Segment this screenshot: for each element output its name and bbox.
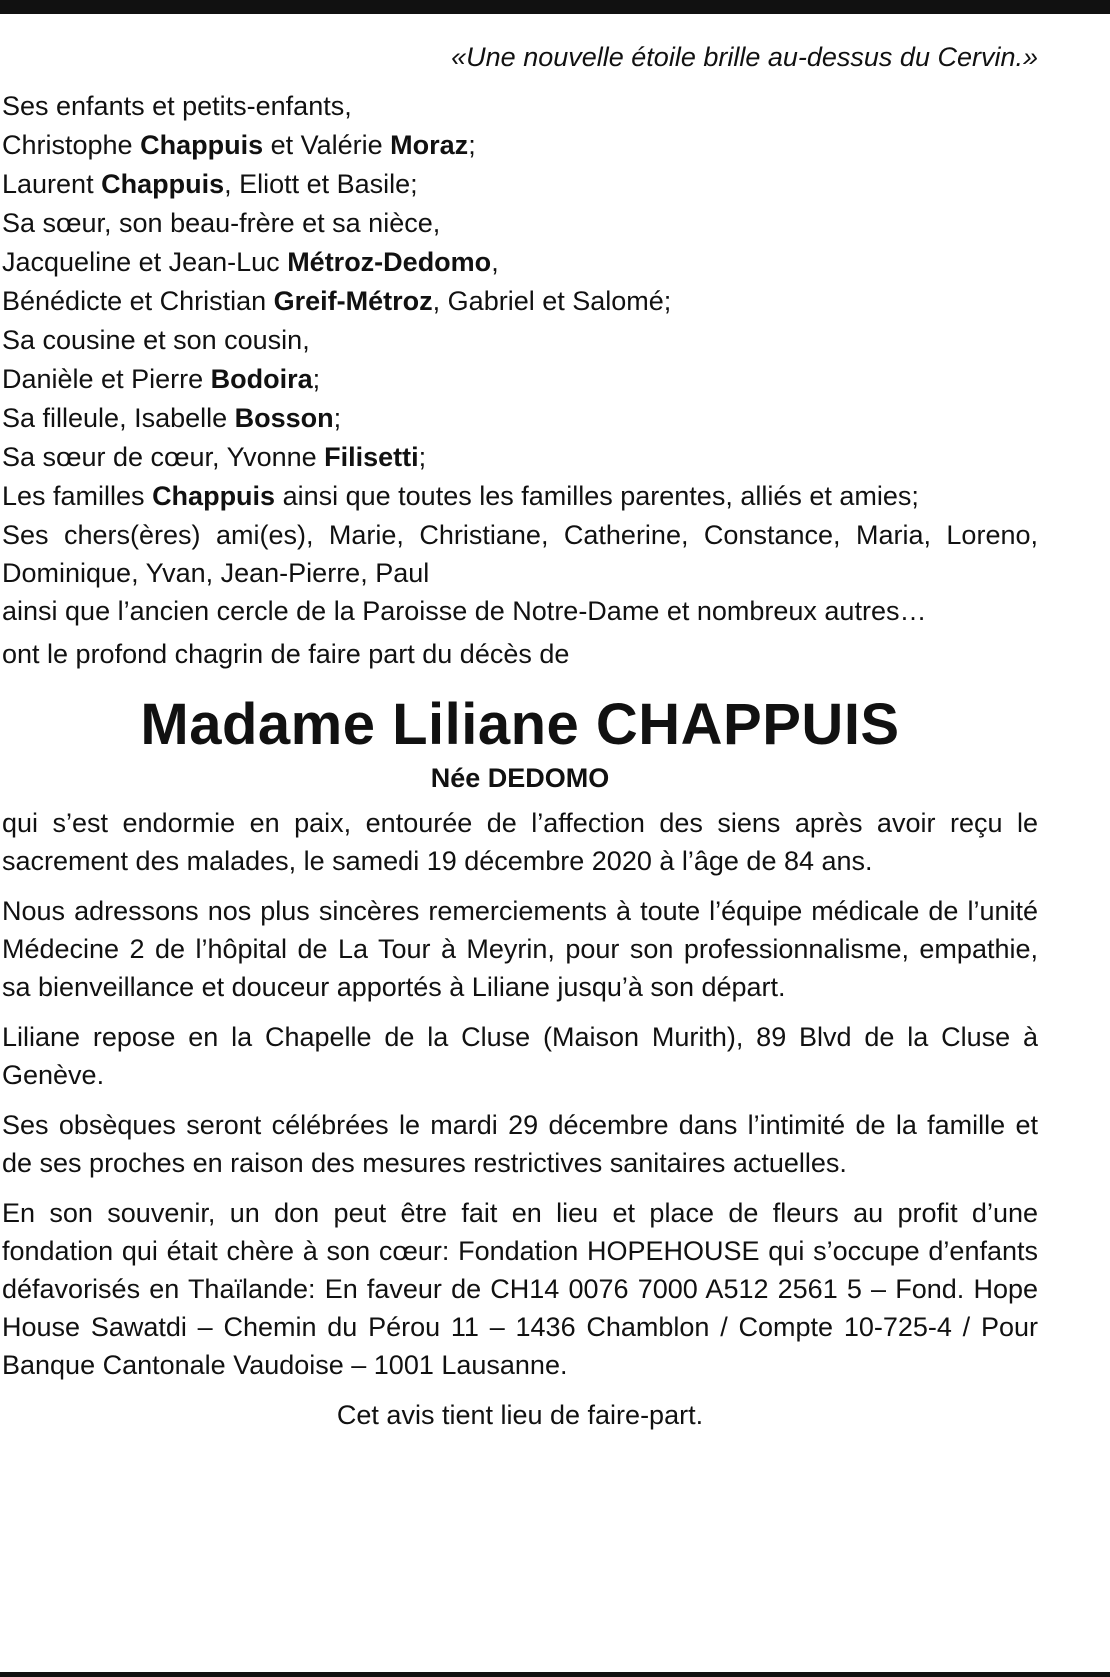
family-line: Sa cousine et son cousin, xyxy=(2,325,310,355)
family-line: Bénédicte et Christian Greif-Métroz, Gabriel et Salomé; xyxy=(2,286,672,316)
family-line: Jacqueline et Jean-Luc Métroz-Dedomo, xyxy=(2,247,499,277)
deceased-name: Madame Liliane CHAPPUIS xyxy=(140,692,900,757)
friends-line: Ses chers(ères) ami(es), Marie, Christiane, Catherine, Constance, Maria, Loreno, Dominique, Yvan, Jean-Pierre, Paul xyxy=(2,520,1038,588)
family-line: Sa sœur, son beau-frère et sa nièce, xyxy=(2,208,441,238)
closing-note: Cet avis tient lieu de faire-part. xyxy=(336,1400,704,1430)
family-surname: Greif-Métroz xyxy=(273,286,433,316)
paragraph-repose: Liliane repose en la Chapelle de la Cluse (Maison Murith), 89 Blvd de la Cluse à Genève. xyxy=(2,1022,1038,1090)
family-line: Sa filleule, Isabelle Bosson; xyxy=(2,403,342,433)
epigraph-quote: «Une nouvelle étoile brille au-dessus du Cervin.» xyxy=(451,42,1038,72)
family-surname: Chappuis xyxy=(101,169,225,199)
top-rule xyxy=(0,0,1110,14)
family-line: Les familles Chappuis ainsi que toutes les familles parentes, alliés et amies; xyxy=(2,481,919,511)
family-surname: Bosson xyxy=(234,403,334,433)
family-surname: Bodoira xyxy=(210,364,313,394)
family-surname: Chappuis xyxy=(140,130,264,160)
announcement-intro: ont le profond chagrin de faire part du décès de xyxy=(2,639,570,669)
family-line: Sa sœur de cœur, Yvonne Filisetti; xyxy=(2,442,427,472)
family-line: Laurent Chappuis, Eliott et Basile; xyxy=(2,169,418,199)
family-list xyxy=(2,87,1038,516)
paragraph-thanks: Nous adressons nos plus sincères remerciements à toute l’équipe médicale de l’unité Médecine 2 de l’hôpital de La Tour à Meyrin, pour son professionnalisme, empathie, sa bienveillance et douceur apportés à Liliane jusqu’à son départ. xyxy=(2,896,1038,1002)
friends-extra-line: ainsi que l’ancien cercle de la Paroisse de Notre-Dame et nombreux autres… xyxy=(2,596,927,626)
family-line: Danièle et Pierre Bodoira; xyxy=(2,364,321,394)
paragraph-funeral: Ses obsèques seront célébrées le mardi 29 décembre dans l’intimité de la famille et de ses proches en raison des mesures restrictives sanitaires actuelles. xyxy=(2,1110,1038,1178)
paragraph-passing: qui s’est endormie en paix, entourée de l’affection des siens après avoir reçu le sacrement des malades, le samedi 19 décembre 2020 à l’âge de 84 ans. xyxy=(2,808,1038,876)
family-line: Ses enfants et petits-enfants, xyxy=(2,91,352,121)
paragraph-donation: En son souvenir, un don peut être fait en lieu et place de fleurs au profit d’une fondation qui était chère à son cœur: Fondation HOPEHOUSE qui s’occupe d’enfants défavorisés en Thaïlande: En faveur de CH14 0076 7000 A512 2561 5 – Fond. Hope House Sawatdi – Chemin du Pérou 11 – 1436 Chamblon / Compte 10-725-4 / Pour Banque Cantonale Vaudoise – 1001 Lausanne. xyxy=(2,1198,1038,1380)
maiden-name: Née DEDOMO xyxy=(430,763,610,793)
obituary-notice xyxy=(2,38,1038,1434)
bottom-rule xyxy=(0,1672,1110,1677)
family-surname: Métroz-Dedomo xyxy=(287,247,492,277)
family-surname: Moraz xyxy=(390,130,469,160)
family-surname: Chappuis xyxy=(152,481,276,511)
family-surname: Filisetti xyxy=(324,442,419,472)
family-line: Christophe Chappuis et Valérie Moraz; xyxy=(2,130,476,160)
